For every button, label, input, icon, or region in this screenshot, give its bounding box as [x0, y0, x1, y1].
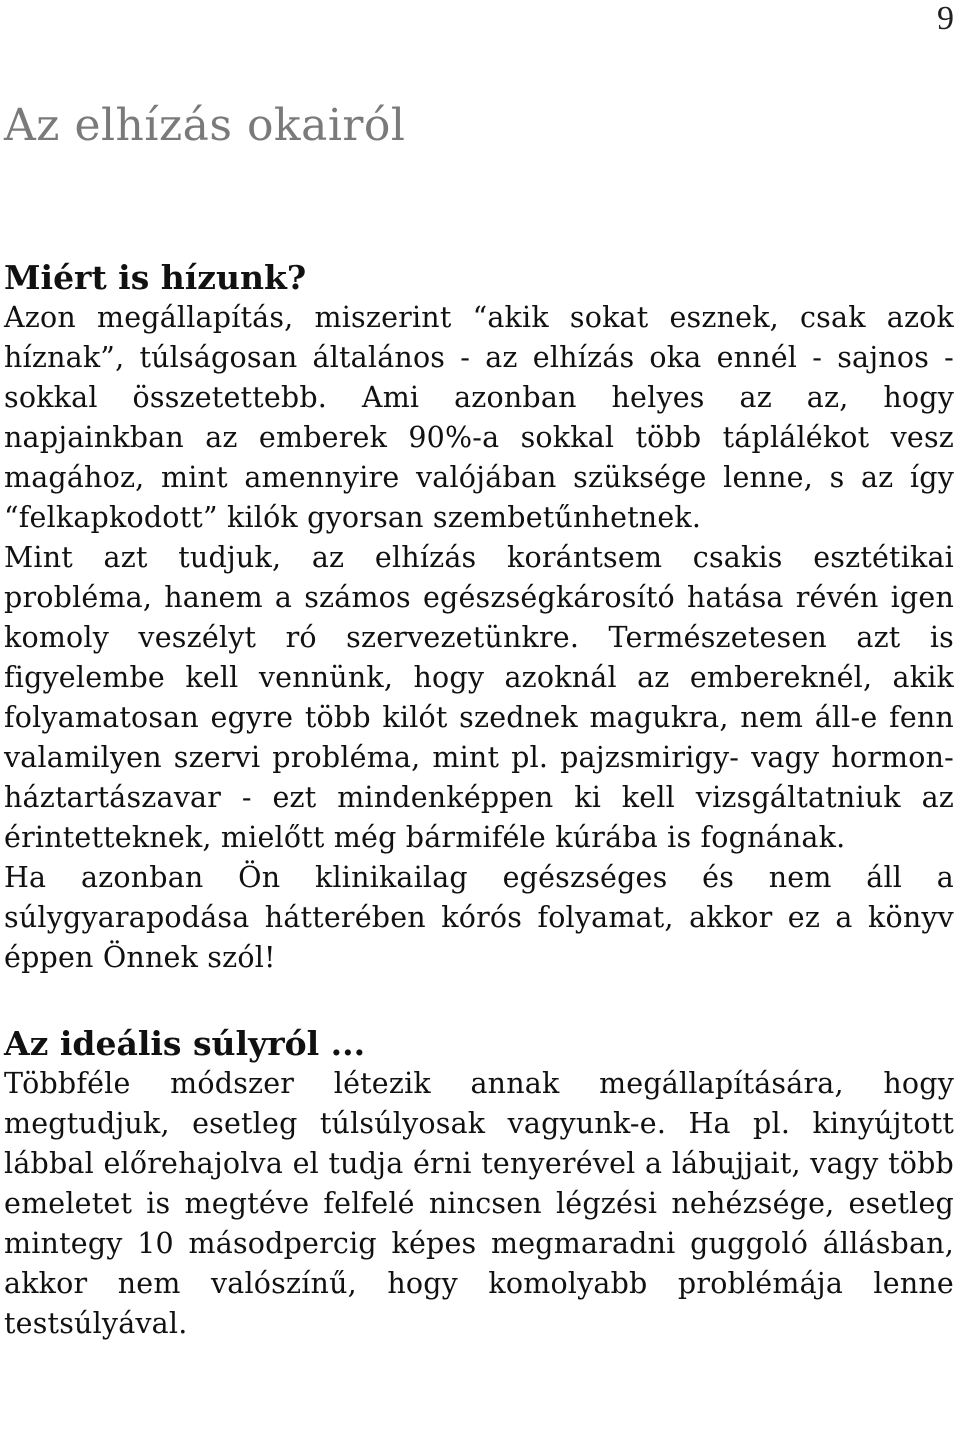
section-spacer — [4, 978, 954, 1024]
chapter-title: Az elhízás okairól — [4, 100, 406, 151]
section-ideal-weight — [4, 1024, 954, 1344]
section-heading: Miért is hízunk? — [4, 258, 307, 297]
paragraph: Mint azt tudjuk, az elhízás korántsem csakis esztétikai probléma, hanem a számos egészségkárosító hatása révén igen komoly veszélyt ró szervezetünkre. Természetesen azt is figyelembe kell vennünk, hogy azoknál az embereknél, akik folyamatosan egyre több kilót szednek magukra, nem áll-e fenn valamilyen szervi probléma, mint pl. pajzsmirigy- vagy hormon-háztartászavar - ezt mindenképpen ki kell vizsgáltatniuk az érintetteknek, mielőtt még bármiféle kúrába is fognának. — [4, 541, 954, 854]
paragraph: Azon megállapítás, miszerint “akik sokat esznek, csak azok híznak”, túlságosan általános - az elhízás oka ennél - sajnos - sokkal összetettebb. Ami azonban helyes az az, hogy napjainkban az emberek 90%-a sokkal több táplálékot vesz magához, mint amennyire valójában szüksége lenne, s az így “felkapkodott” kilók gyorsan szembetűnhetnek. — [4, 301, 954, 534]
page-number: 9 — [937, 0, 954, 37]
paragraph: Többféle módszer létezik annak megállapítására, hogy megtudjuk, esetleg túlsúlyosak vagyunk-e. Ha pl. kinyújtott lábbal előrehajolva el tudja érni tenyerével a lábujjait, vagy több emeletet is megtéve felfelé nincsen légzési nehézsége, esetleg mintegy 10 másodpercig képes megmaradni guggoló állásban, akkor nem valószínű, hogy komolyabb problémája lenne testsúlyával. — [4, 1067, 954, 1340]
page-body — [4, 258, 954, 1344]
paragraph: Ha azonban Ön klinikailag egészséges és nem áll a súlygyarapodása hátterében kórós folyamat, akkor ez a könyv éppen Önnek szól! — [4, 861, 954, 974]
section-heading: Az ideális súlyról ... — [4, 1024, 366, 1063]
section-why-we-gain-weight — [4, 258, 954, 978]
